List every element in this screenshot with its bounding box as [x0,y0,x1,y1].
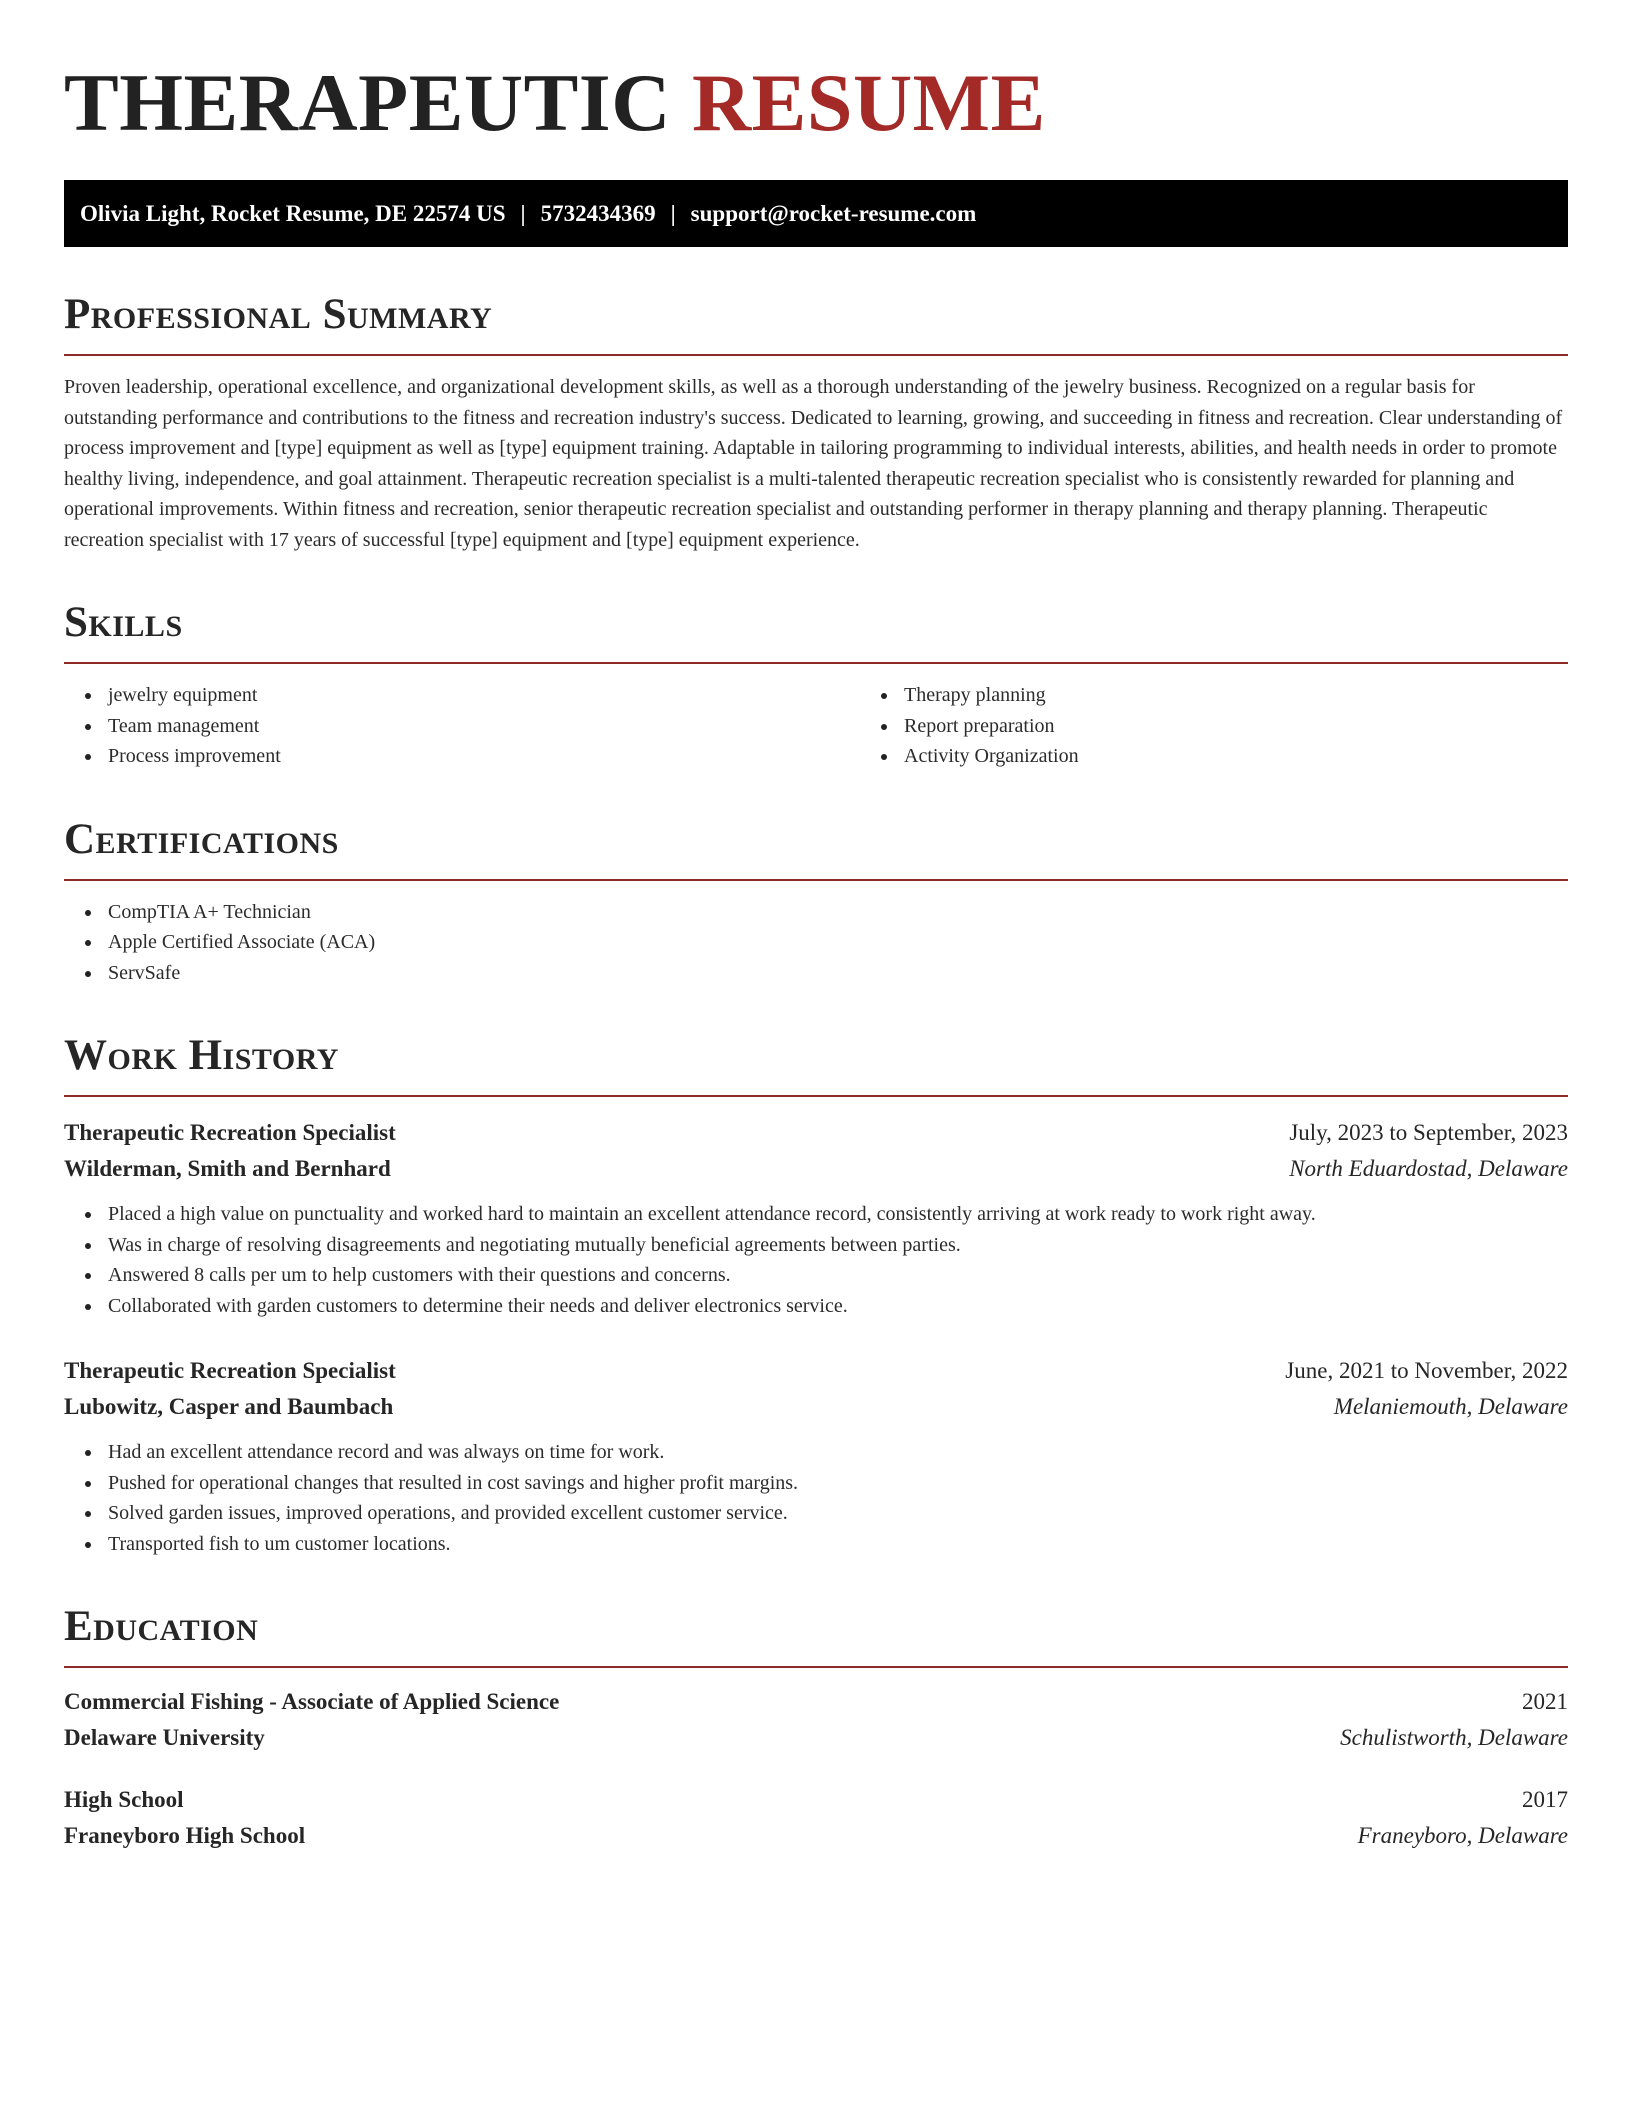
job-title: Therapeutic Recreation Specialist [64,1120,396,1145]
skills-list-left [64,680,860,772]
certification-item: ServSafe [108,958,1568,989]
job-duty: Collaborated with garden customers to determine their needs and deliver electronics service. [108,1291,1568,1322]
contact-separator: | [520,200,526,226]
education-degree: Commercial Fishing - Associate of Applied Science [64,1689,560,1714]
job-company-row [64,1153,1568,1185]
job-duties-list [64,1199,1568,1321]
education-year: 2021 [1522,1689,1568,1714]
job-duty: Had an excellent attendance record and was always on time for work. [108,1437,1568,1468]
job-duty: Was in charge of resolving disagreements and negotiating mutually beneficial agreements between parties. [108,1230,1568,1261]
job-duty: Transported fish to um customer locations. [108,1529,1568,1560]
education-location: Franeyboro, Delaware [1357,1823,1568,1848]
education-school-row [64,1820,1568,1852]
job-company: Wilderman, Smith and Bernhard [64,1156,391,1181]
job-duty: Answered 8 calls per um to help customers with their questions and concerns. [108,1260,1568,1291]
job-entry [64,1117,1568,1321]
job-location: North Eduardostad, Delaware [1289,1156,1568,1181]
title-accent: RESUME [691,57,1046,148]
job-duty: Solved garden issues, improved operations, and provided excellent customer service. [108,1498,1568,1529]
skill-item: jewelry equipment [108,680,860,711]
job-company: Lubowitz, Casper and Baumbach [64,1394,394,1419]
job-title: Therapeutic Recreation Specialist [64,1358,396,1383]
skill-item: Therapy planning [904,680,1612,711]
summary-section [64,291,1568,555]
education-degree: High School [64,1787,184,1812]
education-school-row [64,1722,1568,1754]
job-company-row [64,1391,1568,1423]
section-divider [64,1666,1568,1668]
education-school: Franeyboro High School [64,1823,306,1848]
education-header-row [64,1784,1568,1816]
education-header-row [64,1686,1568,1718]
skills-list-right [860,680,1612,772]
skills-columns [64,664,1568,772]
education-section [64,1603,1568,1852]
job-dates: June, 2021 to November, 2022 [1285,1358,1568,1383]
education-location: Schulistworth, Delaware [1340,1725,1568,1750]
job-header-row [64,1355,1568,1387]
education-entry [64,1784,1568,1852]
summary-heading: Professional Summary [64,291,493,338]
skill-item: Activity Organization [904,741,1612,772]
education-entry [64,1686,1568,1754]
certification-item: Apple Certified Associate (ACA) [108,927,1568,958]
skills-heading: Skills [64,599,183,646]
skill-item: Report preparation [904,711,1612,742]
section-divider [64,1095,1568,1097]
title-main: THERAPEUTIC [64,57,671,148]
work-history-section [64,1032,1568,1559]
education-school: Delaware University [64,1725,265,1750]
resume-title [64,50,1568,156]
education-heading: Education [64,1603,259,1650]
contact-email: support@rocket-resume.com [690,200,977,226]
summary-text: Proven leadership, operational excellence, and organizational development skills, as well as a thorough understanding of the jewelry business. Recognized on a regular basis for outstanding performance and contributions to the fitness and recreation industry's success. Dedicated to learning, growing, and succeeding in fitness and recreation. Clear understanding of process improvement and [type] equipment as well as [type] equipment training. Adaptable in tailoring programming to individual interests, abilities, and health needs in order to promote healthy living, independence, and goal attainment. Therapeutic recreation specialist is a multi-talented therapeutic recreation specialist who is consistently rewarded for planning and operational improvements. Within fitness and recreation, senior therapeutic recreation specialist and outstanding performer in therapy planning and therapy planning. Therapeutic recreation specialist with 17 years of successful [type] equipment and [type] equipment experience. [64,376,1563,551]
certifications-list [64,897,1568,989]
section-divider [64,354,1568,356]
certifications-section [64,816,1568,989]
job-header-row [64,1117,1568,1149]
contact-phone: 5732434369 [540,200,656,226]
contact-bar [64,180,1568,247]
section-divider [64,879,1568,881]
skill-item: Team management [108,711,860,742]
skill-item: Process improvement [108,741,860,772]
contact-separator: | [670,200,676,226]
certification-item: CompTIA A+ Technician [108,897,1568,928]
job-location: Melaniemouth, Delaware [1333,1394,1568,1419]
job-entry [64,1355,1568,1559]
education-year: 2017 [1522,1787,1568,1812]
job-duty: Placed a high value on punctuality and worked hard to maintain an excellent attendance record, consistently arriving at work ready to work right away. [108,1199,1568,1230]
job-duties-list [64,1437,1568,1559]
contact-address: Olivia Light, Rocket Resume, DE 22574 US [80,200,506,226]
job-duty: Pushed for operational changes that resulted in cost savings and higher profit margins. [108,1468,1568,1499]
skills-section [64,599,1568,772]
job-dates: July, 2023 to September, 2023 [1289,1120,1568,1145]
certifications-heading: Certifications [64,815,339,863]
work-history-heading: Work History [64,1032,339,1079]
